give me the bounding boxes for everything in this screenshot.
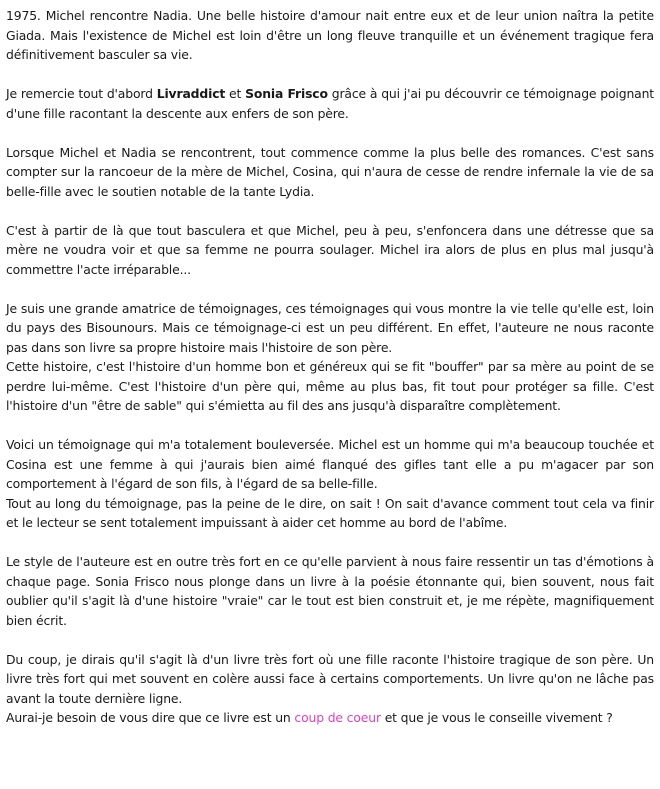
- paragraph-romance: Lorsque Michel et Nadia se rencontrent, tout commence comme la plus belle des romances. C'est sans compter sur la rancoeur de la mère de Michel, Cosina, qui n'aura de cesse de rendre infernale la vie de sa belle-fille avec le soutien notable de la tante Lydia.: [6, 144, 654, 199]
- paragraph-thanks: [6, 84, 654, 123]
- livraddict-link[interactable]: Livraddict: [156, 86, 226, 101]
- paragraph-testimonies: Je suis une grande amatrice de témoignages, ces témoignages qui vous montre la vie telle qu'elle est, loin du pays des Bisounours. Mais ce témoignage-ci est un peu différent. En effet, l'auteure ne nous raconte pas dans son livre sa propre histoire mais l'histoire de son père.: [6, 300, 654, 355]
- paragraph-conclusion: Du coup, je dirais qu'il s'agit là d'un livre très fort où une fille raconte l'histoire tragique de son père. Un livre très fort qui met souvent en colère aussi face à certains comportements. Un livre qu'on ne lâche pas avant la toute dernière ligne.: [6, 651, 654, 706]
- paragraph-intro: 1975. Michel rencontre Nadia. Une belle histoire d'amour nait entre eux et de leur union naîtra la petite Giada. Mais l'existence de Michel est loin d'être un long fleuve tranquille et un événement tragique fera définitivement basculer sa vie.: [6, 8, 654, 62]
- coup-de-coeur-highlight: coup de coeur: [294, 710, 381, 725]
- paragraph-father-story: Cette histoire, c'est l'histoire d'un homme bon et généreux qui se fit "bouffer" par sa mère au point de se perdre lui-même. C'est l'histoire d'un père qui, même au plus bas, fit tout pour protéger sa fille. C'est l'histoire d'un "être de sable" qui s'émietta au fil des ans jusqu'à disparaître complètement.: [6, 359, 654, 413]
- thanks-text-and: et: [225, 86, 246, 101]
- review-article: [6, 6, 654, 728]
- recommendation-text-end: et que je vous le conseille vivement ?: [380, 710, 613, 725]
- paragraph-style: Le style de l'auteure est en outre très fort en ce qu'elle parvient à nous faire ressentir un tas d'émotions à chaque page. Sonia Frisco nous plonge dans un livre à la poésie étonnante qui, bien souvent, nous fait oublier qu'il s'agit là d'une histoire "vraie" car le tout est bien construit et, je me répète, magnifiquement bien écrit.: [6, 554, 654, 628]
- recommendation-text-start: Aurai-je besoin de vous dire que ce livre est un: [6, 710, 295, 725]
- thanks-text-start: Je remercie tout d'abord: [6, 86, 157, 101]
- thanks-text-end: grâce à qui j'ai pu découvrir ce témoignage poignant d'une fille racontant la descente aux enfers de son père.: [6, 86, 654, 121]
- paragraph-reaction: Voici un témoignage qui m'a totalement bouleversée. Michel est un homme qui m'a beaucoup touchée et Cosina est une femme à qui j'aurais bien aimé flanqué des gifles tant elle a pu m'agacer par son comportement à l'égard de son fils, à l'égard de sa belle-fille.: [6, 437, 654, 491]
- paragraph-recommendation: [6, 708, 654, 728]
- author-name-link[interactable]: Sonia Frisco: [245, 86, 328, 101]
- paragraph-helpless: Tout au long du témoignage, pas la peine de le dire, on sait ! On sait d'avance comment tout cela va finir et le lecteur se sent totalement impuissant à aider cet homme au bord de l'abîme.: [6, 495, 654, 530]
- paragraph-distress: C'est à partir de là que tout basculera et que Michel, peu à peu, s'enfoncera dans une détresse que sa mère ne voudra voir et que sa femme ne pourra soulager. Michel ira alors de plus en plus mal jusqu'à commettre l'acte irréparable...: [6, 222, 654, 277]
